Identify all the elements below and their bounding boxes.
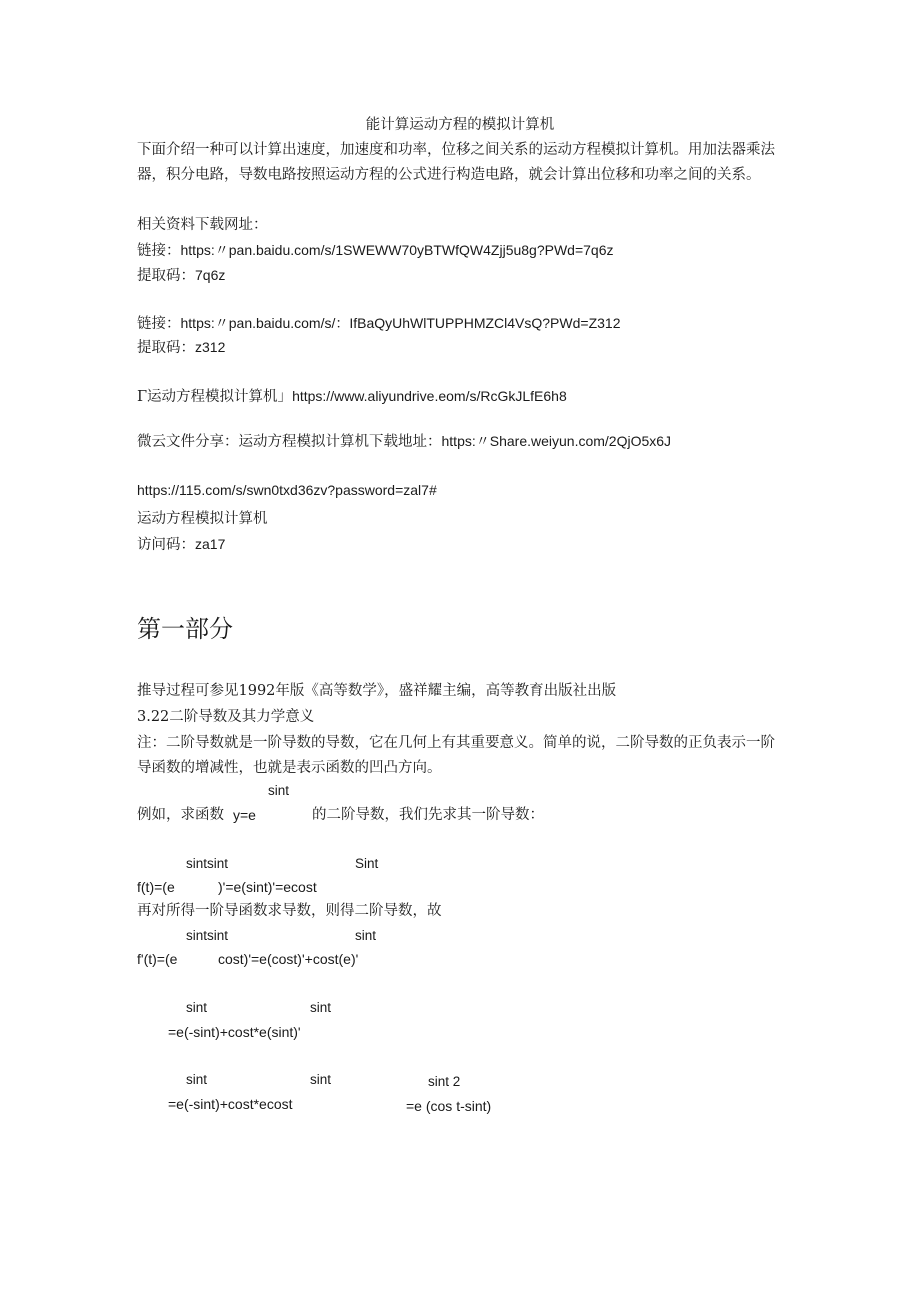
link4-label: 微云文件分享：运动方程模拟计算机下载地址： — [137, 434, 442, 450]
link2-label: 链接： — [137, 316, 181, 332]
eq2-left: f'(t)=(e — [137, 951, 178, 967]
eq3-superscript-b: sint — [310, 1000, 332, 1015]
example-superscript: sint — [268, 783, 290, 798]
note-paragraph: 注：二阶导数就是一阶导数的导数，它在几何上有其重要意义。简单的说，二阶导数的正负表示一阶导函数的增减性，也就是表示函数的凹凸方向。 — [137, 735, 775, 776]
document-title: 能计算运动方程的模拟计算机 — [365, 117, 555, 133]
link5-code-line — [137, 537, 225, 553]
link5-code-label: 访问码： — [137, 537, 195, 553]
eq3-superscript-a: sint — [186, 1000, 208, 1015]
link2-url[interactable]: https:〃pan.baidu.com/s/：IfBaQyUhWlTUPPHMZCl4VsQ?PWd=Z312 — [180, 315, 621, 331]
eq4-superscript-b: sint — [310, 1072, 332, 1087]
link3-url[interactable]: https://www.aliyundrive.eom/s/RcGkJLfE6h8 — [292, 388, 567, 404]
eq-transition-text: 再对所得一阶导函数求导数，则得二阶导数，故 — [137, 903, 442, 919]
link2-code-line — [137, 340, 225, 356]
link2-line — [137, 316, 620, 332]
link4-line — [137, 434, 671, 450]
link3-line — [137, 389, 567, 405]
link3-label: Γ运动方程模拟计算机」 — [137, 389, 293, 405]
link2-code: z312 — [195, 339, 226, 355]
example-prefix: 例如，求函数 — [137, 807, 224, 823]
link1-code: 7q6z — [195, 267, 226, 283]
eq4-left: =e(-sint)+cost*ecost — [168, 1096, 293, 1112]
eq4-superscript-a: sint — [186, 1072, 208, 1087]
link1-code-line — [137, 268, 225, 284]
eq1-left: f(t)=(e — [137, 879, 175, 895]
link5-name: 运动方程模拟计算机 — [137, 511, 268, 527]
section-heading: 第一部分 — [137, 615, 233, 643]
eq2-superscript-b: sint — [355, 928, 377, 943]
eq4-right: =e (cos t-sint) — [406, 1098, 492, 1114]
links-header: 相关资料下载网址： — [137, 217, 268, 233]
link1-label: 链接： — [137, 243, 181, 259]
eq2-right: cost)'=e(cost)'+cost(e)' — [218, 951, 359, 967]
eq3-line: =e(-sint)+cost*e(sint)' — [168, 1024, 301, 1040]
eq1-superscript-a: sintsint — [186, 856, 229, 871]
eq1-right: )'=e(sint)'=ecost — [218, 879, 317, 895]
eq1-superscript-b: Sint — [355, 856, 379, 871]
link4-url[interactable]: https:〃Share.weiyun.com/2QjO5x6J — [441, 433, 672, 449]
example-suffix: 的二阶导数，我们先求其一阶导数： — [312, 807, 544, 823]
link2-code-label: 提取码： — [137, 340, 195, 356]
link5-url[interactable]: https://115.com/s/swn0txd36zv?password=zal7# — [137, 482, 437, 498]
subsection-title: 3.22二阶导数及其力学意义 — [137, 709, 315, 725]
intro-paragraph: 下面介绍一种可以计算出速度，加速度和功率，位移之间关系的运动方程模拟计算机。用加法器乘法器，积分电路，导数电路按照运动方程的公式进行构造电路，就会计算出位移和功率之间的关系。 — [137, 142, 775, 183]
link1-url[interactable]: https:〃pan.baidu.com/s/1SWEWW70yBTWfQW4Zjj5u8g?PWd=7q6z — [180, 242, 614, 258]
link1-line — [137, 243, 614, 259]
eq2-superscript-a: sintsint — [186, 928, 229, 943]
eq4-superscript-c: sint 2 — [428, 1074, 461, 1089]
link5-code: za17 — [195, 536, 226, 552]
reference-line: 推导过程可参见1992年版《高等数学》，盛祥耀主编，高等教育出版社出版 — [137, 683, 617, 699]
example-function: y=e — [233, 807, 256, 823]
link1-code-label: 提取码： — [137, 268, 195, 284]
